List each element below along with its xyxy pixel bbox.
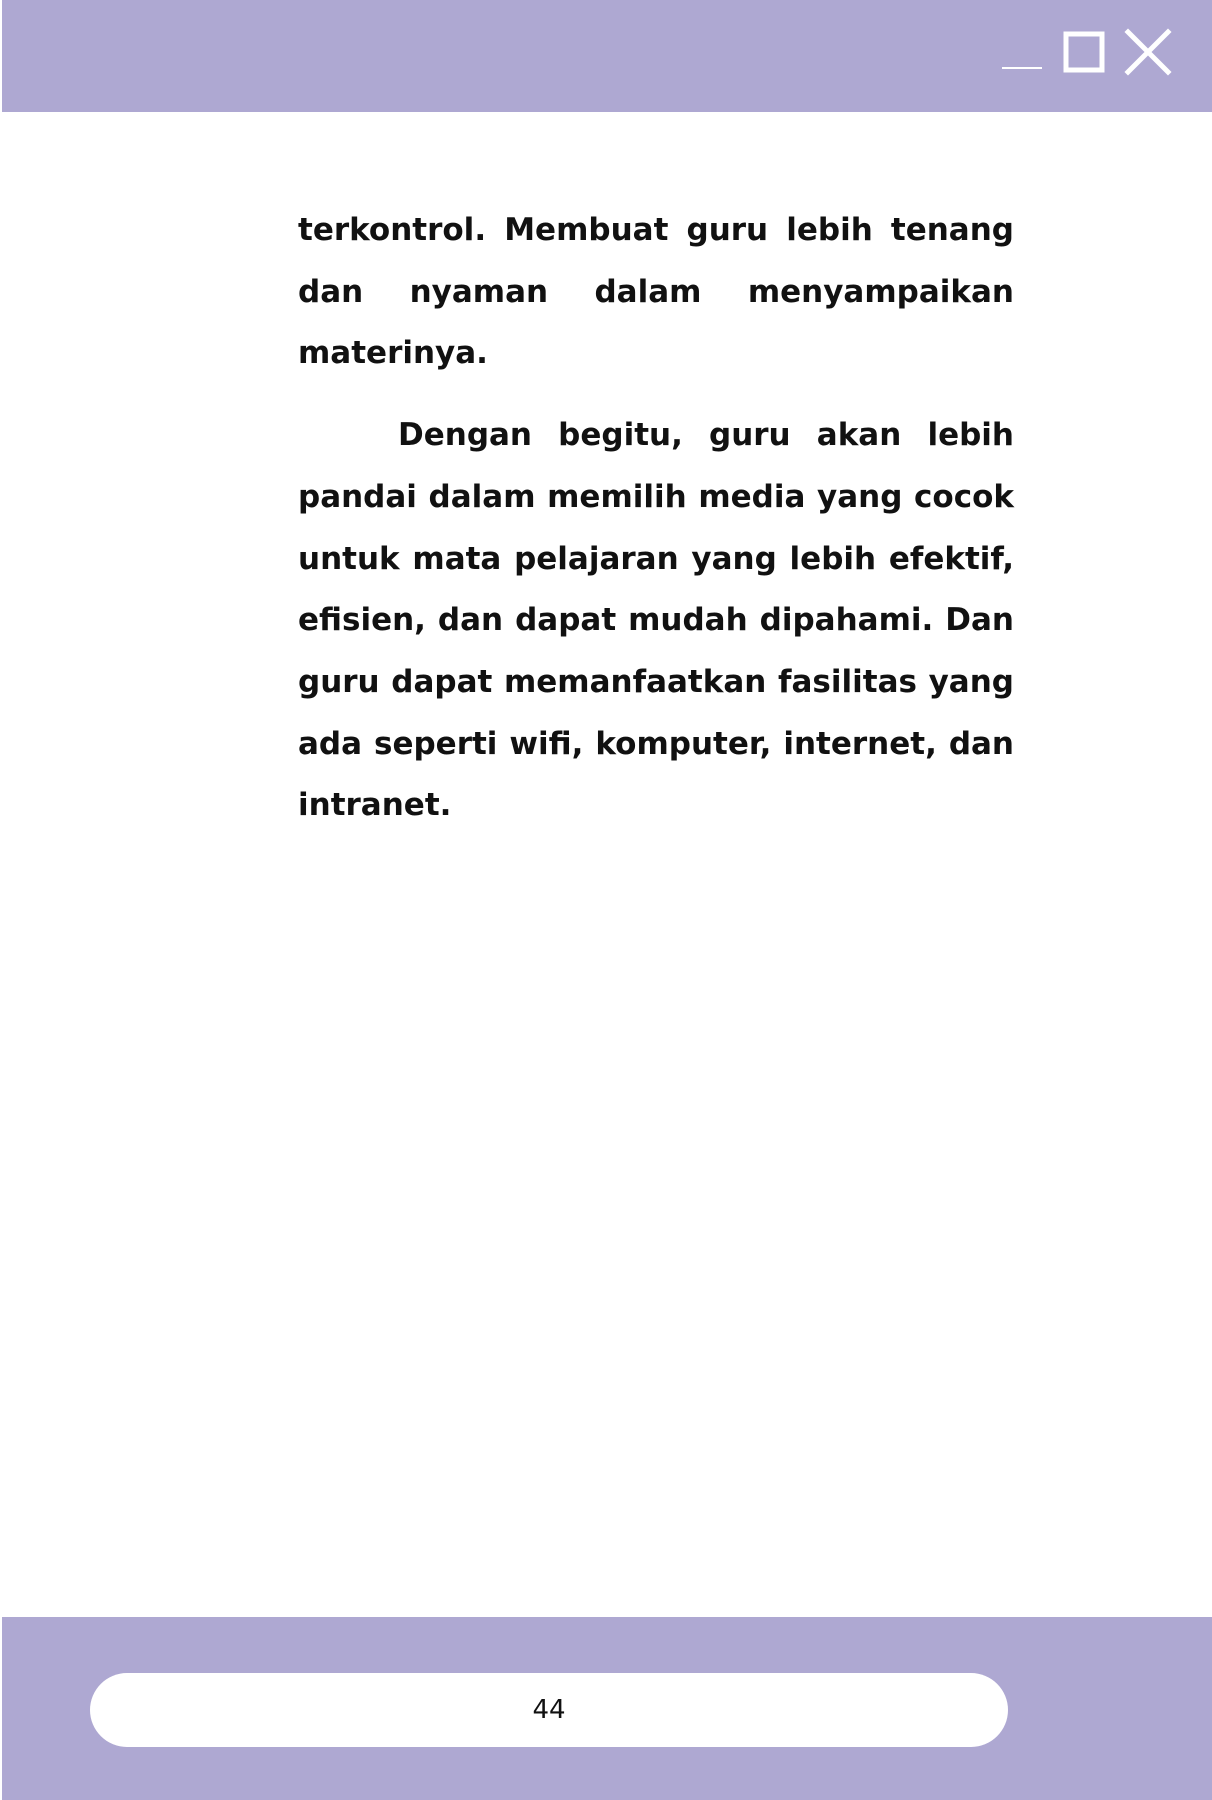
page-number-pill: [90, 1673, 1008, 1747]
paragraph: terkontrol. Membuat guru lebih tenang dan nyaman dalam menyampaikan materinya.: [298, 212, 1014, 372]
maximize-icon[interactable]: [1060, 28, 1108, 76]
page-number: 44: [532, 1695, 566, 1725]
close-icon[interactable]: [1124, 28, 1172, 76]
window-controls: [996, 28, 1172, 76]
footer-bar: [2, 1617, 1212, 1800]
minimize-icon[interactable]: [996, 28, 1044, 76]
page-body-text: [298, 200, 1014, 857]
window-title-bar: [2, 0, 1212, 112]
paragraph: Dengan begitu, guru akan lebih pandai dalam memilih media yang cocok untuk mata pelajaran yang lebih efektif, efisien, dan dapat mudah dipahami. Dan guru dapat memanfaatkan fasilitas yang ada seperti wifi, komputer, internet, dan intranet.: [298, 417, 1014, 824]
